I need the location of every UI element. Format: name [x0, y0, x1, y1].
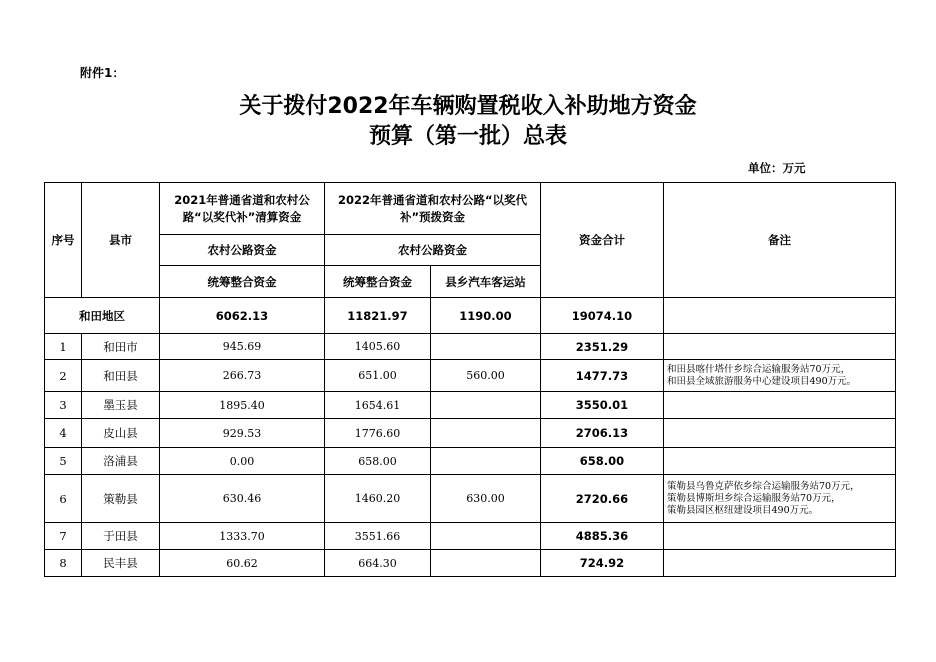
summary-station: 1190.00	[431, 298, 541, 334]
row-station	[431, 448, 541, 475]
row-total: 658.00	[541, 448, 664, 475]
summary-note	[664, 298, 896, 334]
header-seq: 序号	[45, 183, 82, 298]
row-county: 墨玉县	[82, 392, 160, 419]
row-note	[664, 523, 896, 550]
row-county: 皮山县	[82, 419, 160, 448]
header-remarks: 备注	[664, 183, 896, 298]
row-2022: 658.00	[325, 448, 431, 475]
summary-2021: 6062.13	[160, 298, 325, 334]
row-total: 2720.66	[541, 475, 664, 523]
row-station: 560.00	[431, 360, 541, 392]
row-total: 724.92	[541, 550, 664, 577]
header-group-2021: 2021年普通省道和农村公路“以奖代补”清算资金	[160, 183, 325, 235]
row-station: 630.00	[431, 475, 541, 523]
row-note	[664, 448, 896, 475]
budget-table	[44, 182, 896, 577]
row-2022: 3551.66	[325, 523, 431, 550]
row-2022: 1460.20	[325, 475, 431, 523]
row-note	[664, 392, 896, 419]
row-county: 民丰县	[82, 550, 160, 577]
table-row	[45, 448, 896, 475]
row-2021: 1895.40	[160, 392, 325, 419]
row-county: 和田县	[82, 360, 160, 392]
row-total: 3550.01	[541, 392, 664, 419]
row-note: 和田县喀什塔什乡综合运输服务站70万元， 和田县全域旅游服务中心建设项目490万元。	[664, 360, 896, 392]
row-note	[664, 419, 896, 448]
header-group-2022: 2022年普通省道和农村公路“以奖代补”预拨资金	[325, 183, 541, 235]
row-2021: 60.62	[160, 550, 325, 577]
header-integrated-2021: 统筹整合资金	[160, 266, 325, 298]
row-total: 2351.29	[541, 334, 664, 360]
row-note	[664, 550, 896, 577]
header-integrated-2022: 统筹整合资金	[325, 266, 431, 298]
header-rural-2022: 农村公路资金	[325, 235, 541, 266]
row-total: 2706.13	[541, 419, 664, 448]
row-2022: 664.30	[325, 550, 431, 577]
attachment-label: 附件1：	[80, 66, 125, 80]
row-county: 于田县	[82, 523, 160, 550]
summary-total: 19074.10	[541, 298, 664, 334]
document-title-line2: 预算（第一批）总表	[368, 124, 567, 149]
row-2021: 929.53	[160, 419, 325, 448]
header-rural-2021: 农村公路资金	[160, 235, 325, 266]
table-row	[45, 550, 896, 577]
table-row	[45, 475, 896, 523]
row-note	[664, 334, 896, 360]
row-2022: 1654.61	[325, 392, 431, 419]
row-station	[431, 550, 541, 577]
table-row	[45, 392, 896, 419]
row-seq: 3	[45, 392, 82, 419]
row-2022: 1776.60	[325, 419, 431, 448]
summary-name: 和田地区	[45, 298, 160, 334]
row-station	[431, 392, 541, 419]
row-seq: 1	[45, 334, 82, 360]
row-seq: 4	[45, 419, 82, 448]
row-total: 4885.36	[541, 523, 664, 550]
summary-row	[45, 298, 896, 334]
row-2021: 945.69	[160, 334, 325, 360]
table-row	[45, 419, 896, 448]
row-county: 洛浦县	[82, 448, 160, 475]
row-station	[431, 334, 541, 360]
header-bus-station: 县乡汽车客运站	[431, 266, 541, 298]
row-station	[431, 523, 541, 550]
row-2022: 1405.60	[325, 334, 431, 360]
row-seq: 6	[45, 475, 82, 523]
row-station	[431, 419, 541, 448]
row-seq: 5	[45, 448, 82, 475]
row-total: 1477.73	[541, 360, 664, 392]
row-note: 策勒县乌鲁克萨依乡综合运输服务站70万元， 策勒县博斯坦乡综合运输服务站70万元， 策勒县园区枢纽建设项目490万元。	[664, 475, 896, 523]
header-county: 县市	[82, 183, 160, 298]
summary-2022: 11821.97	[325, 298, 431, 334]
row-seq: 2	[45, 360, 82, 392]
table-row	[45, 360, 896, 392]
row-2021: 0.00	[160, 448, 325, 475]
row-2021: 630.46	[160, 475, 325, 523]
row-2022: 651.00	[325, 360, 431, 392]
row-seq: 7	[45, 523, 82, 550]
row-2021: 1333.70	[160, 523, 325, 550]
row-2021: 266.73	[160, 360, 325, 392]
document-title-line1: 关于拨付2022年车辆购置税收入补助地方资金	[239, 94, 697, 119]
row-county: 策勒县	[82, 475, 160, 523]
row-county: 和田市	[82, 334, 160, 360]
table-row	[45, 523, 896, 550]
unit-label: 单位：万元	[748, 161, 806, 175]
row-seq: 8	[45, 550, 82, 577]
header-total: 资金合计	[541, 183, 664, 298]
table-row	[45, 334, 896, 360]
